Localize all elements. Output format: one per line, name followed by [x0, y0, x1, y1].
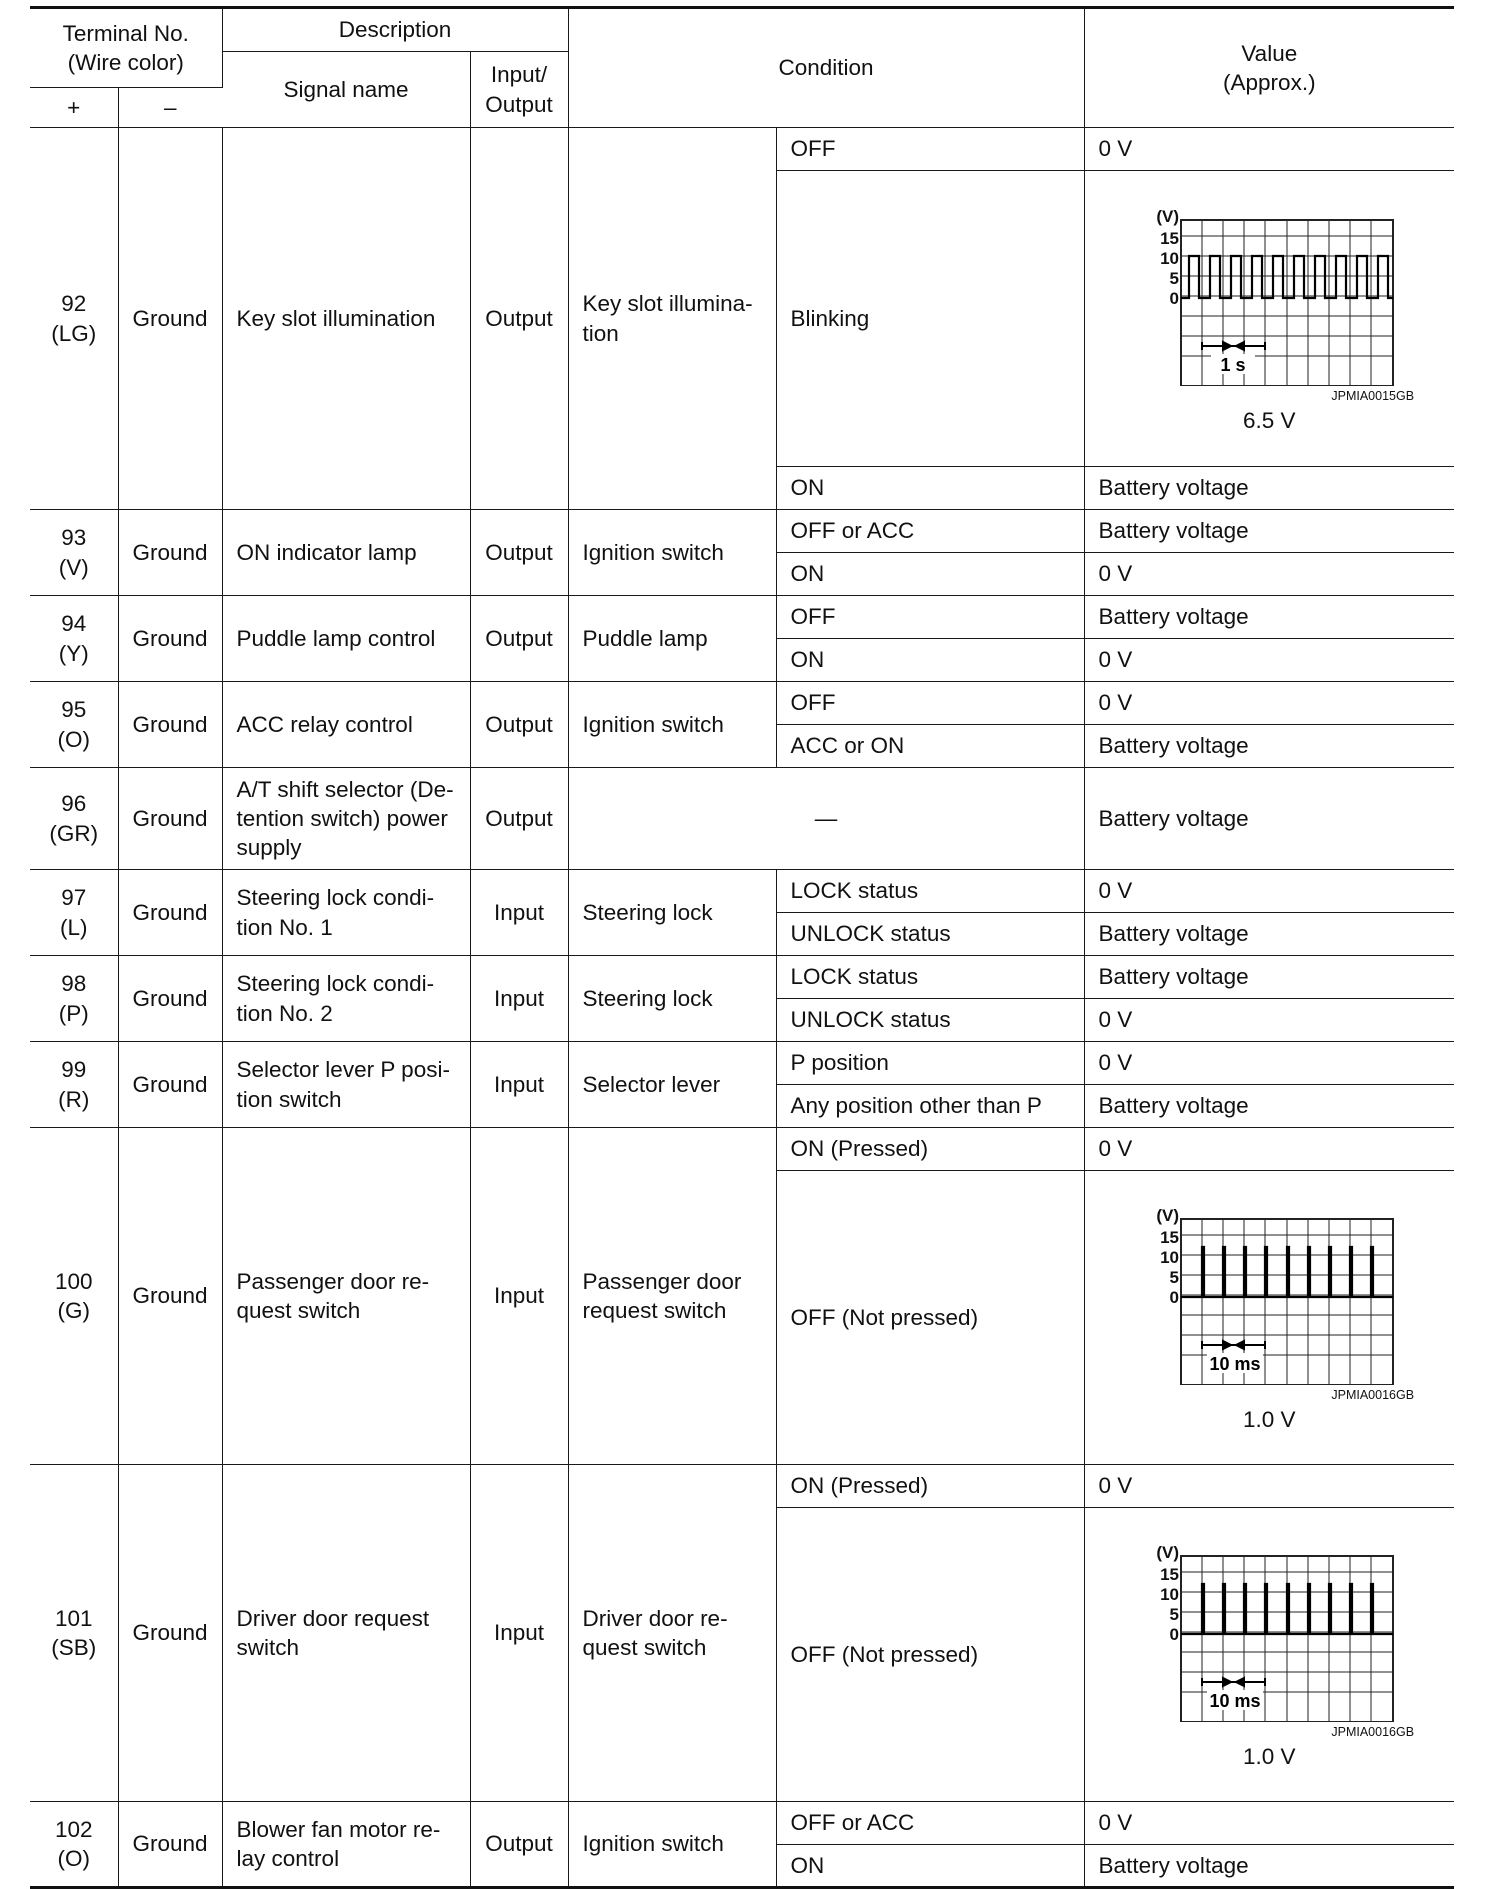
value: 0 V: [1084, 1802, 1454, 1845]
input-output: Output: [470, 128, 568, 510]
value: 1.0 V: [1243, 1744, 1296, 1769]
terminal-minus: Ground: [118, 1042, 222, 1128]
value: 1.0 V: [1243, 1407, 1296, 1432]
wave-y-tick: 10: [1160, 1584, 1180, 1604]
oscilloscope-waveform-pulse: [1139, 1542, 1399, 1722]
condition-sub: OFF or ACC: [776, 510, 1084, 553]
signal-name: Steering lock condi-tion No. 1: [222, 870, 470, 956]
wave-y-tick: 5: [1169, 268, 1180, 288]
value: Battery voltage: [1084, 510, 1454, 553]
wave-y-tick: 15: [1160, 228, 1180, 248]
wave-time-scale: 10 ms: [1209, 1690, 1261, 1711]
terminal-minus: Ground: [118, 956, 222, 1042]
header-plus: +: [30, 88, 118, 128]
condition-sub: P position: [776, 1042, 1084, 1085]
value: Battery voltage: [1084, 913, 1454, 956]
condition-sub: ON: [776, 553, 1084, 596]
condition-sub: ON: [776, 639, 1084, 682]
wave-y-tick: 5: [1169, 1267, 1180, 1287]
value: 0 V: [1084, 639, 1454, 682]
header-description: Description: [222, 8, 568, 52]
table-row: [30, 596, 1454, 639]
wave-time-scale: 10 ms: [1209, 1353, 1261, 1374]
input-output: Input: [470, 1465, 568, 1802]
wave-y-tick: 10: [1160, 248, 1180, 268]
condition-main: —: [568, 768, 1084, 870]
table-row: [30, 510, 1454, 553]
terminal-plus: 100 (G): [30, 1128, 118, 1465]
table-row: [30, 768, 1454, 870]
value: 0 V: [1084, 553, 1454, 596]
condition-main: Puddle lamp: [568, 596, 776, 682]
condition-sub: OFF: [776, 682, 1084, 725]
condition-main: Ignition switch: [568, 510, 776, 596]
oscilloscope-waveform-blinking: [1139, 206, 1399, 386]
signal-name: ON indicator lamp: [222, 510, 470, 596]
terminal-plus: 101 (SB): [30, 1465, 118, 1802]
condition-sub: ON (Pressed): [776, 1128, 1084, 1171]
condition-sub: ON: [776, 1845, 1084, 1888]
wave-y-tick: 0: [1169, 1624, 1180, 1644]
value: 0 V: [1084, 1128, 1454, 1171]
condition-sub: OFF (Not pressed): [776, 1171, 1084, 1465]
condition-sub: ACC or ON: [776, 725, 1084, 768]
table-row: [30, 1465, 1454, 1508]
signal-name: Key slot illumination: [222, 128, 470, 510]
condition-sub: ON: [776, 467, 1084, 510]
condition-main: Steering lock: [568, 870, 776, 956]
table-row: [30, 128, 1454, 171]
waveform-value: [1084, 1171, 1454, 1465]
terminal-minus: Ground: [118, 1465, 222, 1802]
signal-name: Blower fan motor re-lay control: [222, 1802, 470, 1888]
header-input-output: Input/ Output: [470, 52, 568, 128]
terminal-spec-table: [30, 6, 1454, 1889]
table-row: [30, 956, 1454, 999]
terminal-plus: 102 (O): [30, 1802, 118, 1888]
terminal-plus: 93 (V): [30, 510, 118, 596]
wave-y-tick: 10: [1160, 1247, 1180, 1267]
input-output: Output: [470, 510, 568, 596]
input-output: Output: [470, 596, 568, 682]
value: 0 V: [1084, 870, 1454, 913]
condition-sub: UNLOCK status: [776, 913, 1084, 956]
wave-time-scale: 1 s: [1220, 354, 1246, 375]
terminal-minus: Ground: [118, 510, 222, 596]
terminal-minus: Ground: [118, 768, 222, 870]
value: Battery voltage: [1084, 596, 1454, 639]
value: 0 V: [1084, 128, 1454, 171]
signal-name: Driver door request switch: [222, 1465, 470, 1802]
value: Battery voltage: [1084, 768, 1454, 870]
condition-main: Key slot illumina-tion: [568, 128, 776, 510]
terminal-plus: 95 (O): [30, 682, 118, 768]
terminal-minus: Ground: [118, 1802, 222, 1888]
oscilloscope-waveform-pulse: [1139, 1205, 1399, 1385]
terminal-plus: 97 (L): [30, 870, 118, 956]
terminal-minus: Ground: [118, 128, 222, 510]
terminal-plus: 99 (R): [30, 1042, 118, 1128]
wave-y-unit: (V): [1156, 1205, 1180, 1225]
terminal-minus: Ground: [118, 682, 222, 768]
condition-sub: Blinking: [776, 171, 1084, 467]
terminal-plus: 98 (P): [30, 956, 118, 1042]
wave-y-tick: 0: [1169, 288, 1180, 308]
value: Battery voltage: [1084, 467, 1454, 510]
input-output: Output: [470, 768, 568, 870]
input-output: Input: [470, 1042, 568, 1128]
terminal-plus: 94 (Y): [30, 596, 118, 682]
signal-name: Passenger door re-quest switch: [222, 1128, 470, 1465]
wave-y-unit: (V): [1156, 206, 1180, 226]
condition-main: Ignition switch: [568, 682, 776, 768]
waveform-value: [1084, 1508, 1454, 1802]
header-condition: Condition: [568, 8, 1084, 128]
condition-sub: ON (Pressed): [776, 1465, 1084, 1508]
input-output: Input: [470, 870, 568, 956]
terminal-minus: Ground: [118, 870, 222, 956]
waveform-value: [1084, 171, 1454, 467]
terminal-minus: Ground: [118, 596, 222, 682]
terminal-plus: 96 (GR): [30, 768, 118, 870]
condition-sub: LOCK status: [776, 870, 1084, 913]
table-row: [30, 1128, 1454, 1171]
signal-name: ACC relay control: [222, 682, 470, 768]
header-terminal-no: Terminal No. (Wire color): [30, 8, 222, 88]
table-row: [30, 1802, 1454, 1845]
value: Battery voltage: [1084, 1085, 1454, 1128]
condition-main: Passenger door request switch: [568, 1128, 776, 1465]
value: 6.5 V: [1243, 408, 1296, 433]
signal-name: Puddle lamp control: [222, 596, 470, 682]
input-output: Output: [470, 682, 568, 768]
value: Battery voltage: [1084, 956, 1454, 999]
figure-code: JPMIA0016GB: [1331, 1724, 1415, 1739]
wave-y-tick: 15: [1160, 1227, 1180, 1247]
terminal-plus: 92 (LG): [30, 128, 118, 510]
wave-y-unit: (V): [1156, 1542, 1180, 1562]
condition-sub: Any position other than P: [776, 1085, 1084, 1128]
value: Battery voltage: [1084, 725, 1454, 768]
condition-sub: OFF: [776, 128, 1084, 171]
condition-sub: LOCK status: [776, 956, 1084, 999]
wave-y-tick: 15: [1160, 1564, 1180, 1584]
table-row: [30, 870, 1454, 913]
input-output: Input: [470, 1128, 568, 1465]
signal-name: Selector lever P posi-tion switch: [222, 1042, 470, 1128]
condition-main: Driver door re-quest switch: [568, 1465, 776, 1802]
condition-main: Ignition switch: [568, 1802, 776, 1888]
value: 0 V: [1084, 999, 1454, 1042]
condition-sub: OFF: [776, 596, 1084, 639]
terminal-minus: Ground: [118, 1128, 222, 1465]
condition-main: Steering lock: [568, 956, 776, 1042]
wave-y-tick: 5: [1169, 1604, 1180, 1624]
value: 0 V: [1084, 682, 1454, 725]
signal-name: Steering lock condi-tion No. 2: [222, 956, 470, 1042]
condition-main: Selector lever: [568, 1042, 776, 1128]
condition-sub: OFF (Not pressed): [776, 1508, 1084, 1802]
header-minus: –: [118, 88, 222, 128]
figure-code: JPMIA0016GB: [1331, 1387, 1415, 1402]
condition-sub: UNLOCK status: [776, 999, 1084, 1042]
wave-y-tick: 0: [1169, 1287, 1180, 1307]
header-signal-name: Signal name: [222, 52, 470, 128]
input-output: Input: [470, 956, 568, 1042]
table-row: [30, 682, 1454, 725]
value: 0 V: [1084, 1465, 1454, 1508]
signal-name: A/T shift selector (De-tention switch) power supply: [222, 768, 470, 870]
figure-code: JPMIA0015GB: [1331, 388, 1415, 403]
value: 0 V: [1084, 1042, 1454, 1085]
table-row: [30, 1042, 1454, 1085]
header-value: Value (Approx.): [1084, 8, 1454, 128]
input-output: Output: [470, 1802, 568, 1888]
value: Battery voltage: [1084, 1845, 1454, 1888]
condition-sub: OFF or ACC: [776, 1802, 1084, 1845]
